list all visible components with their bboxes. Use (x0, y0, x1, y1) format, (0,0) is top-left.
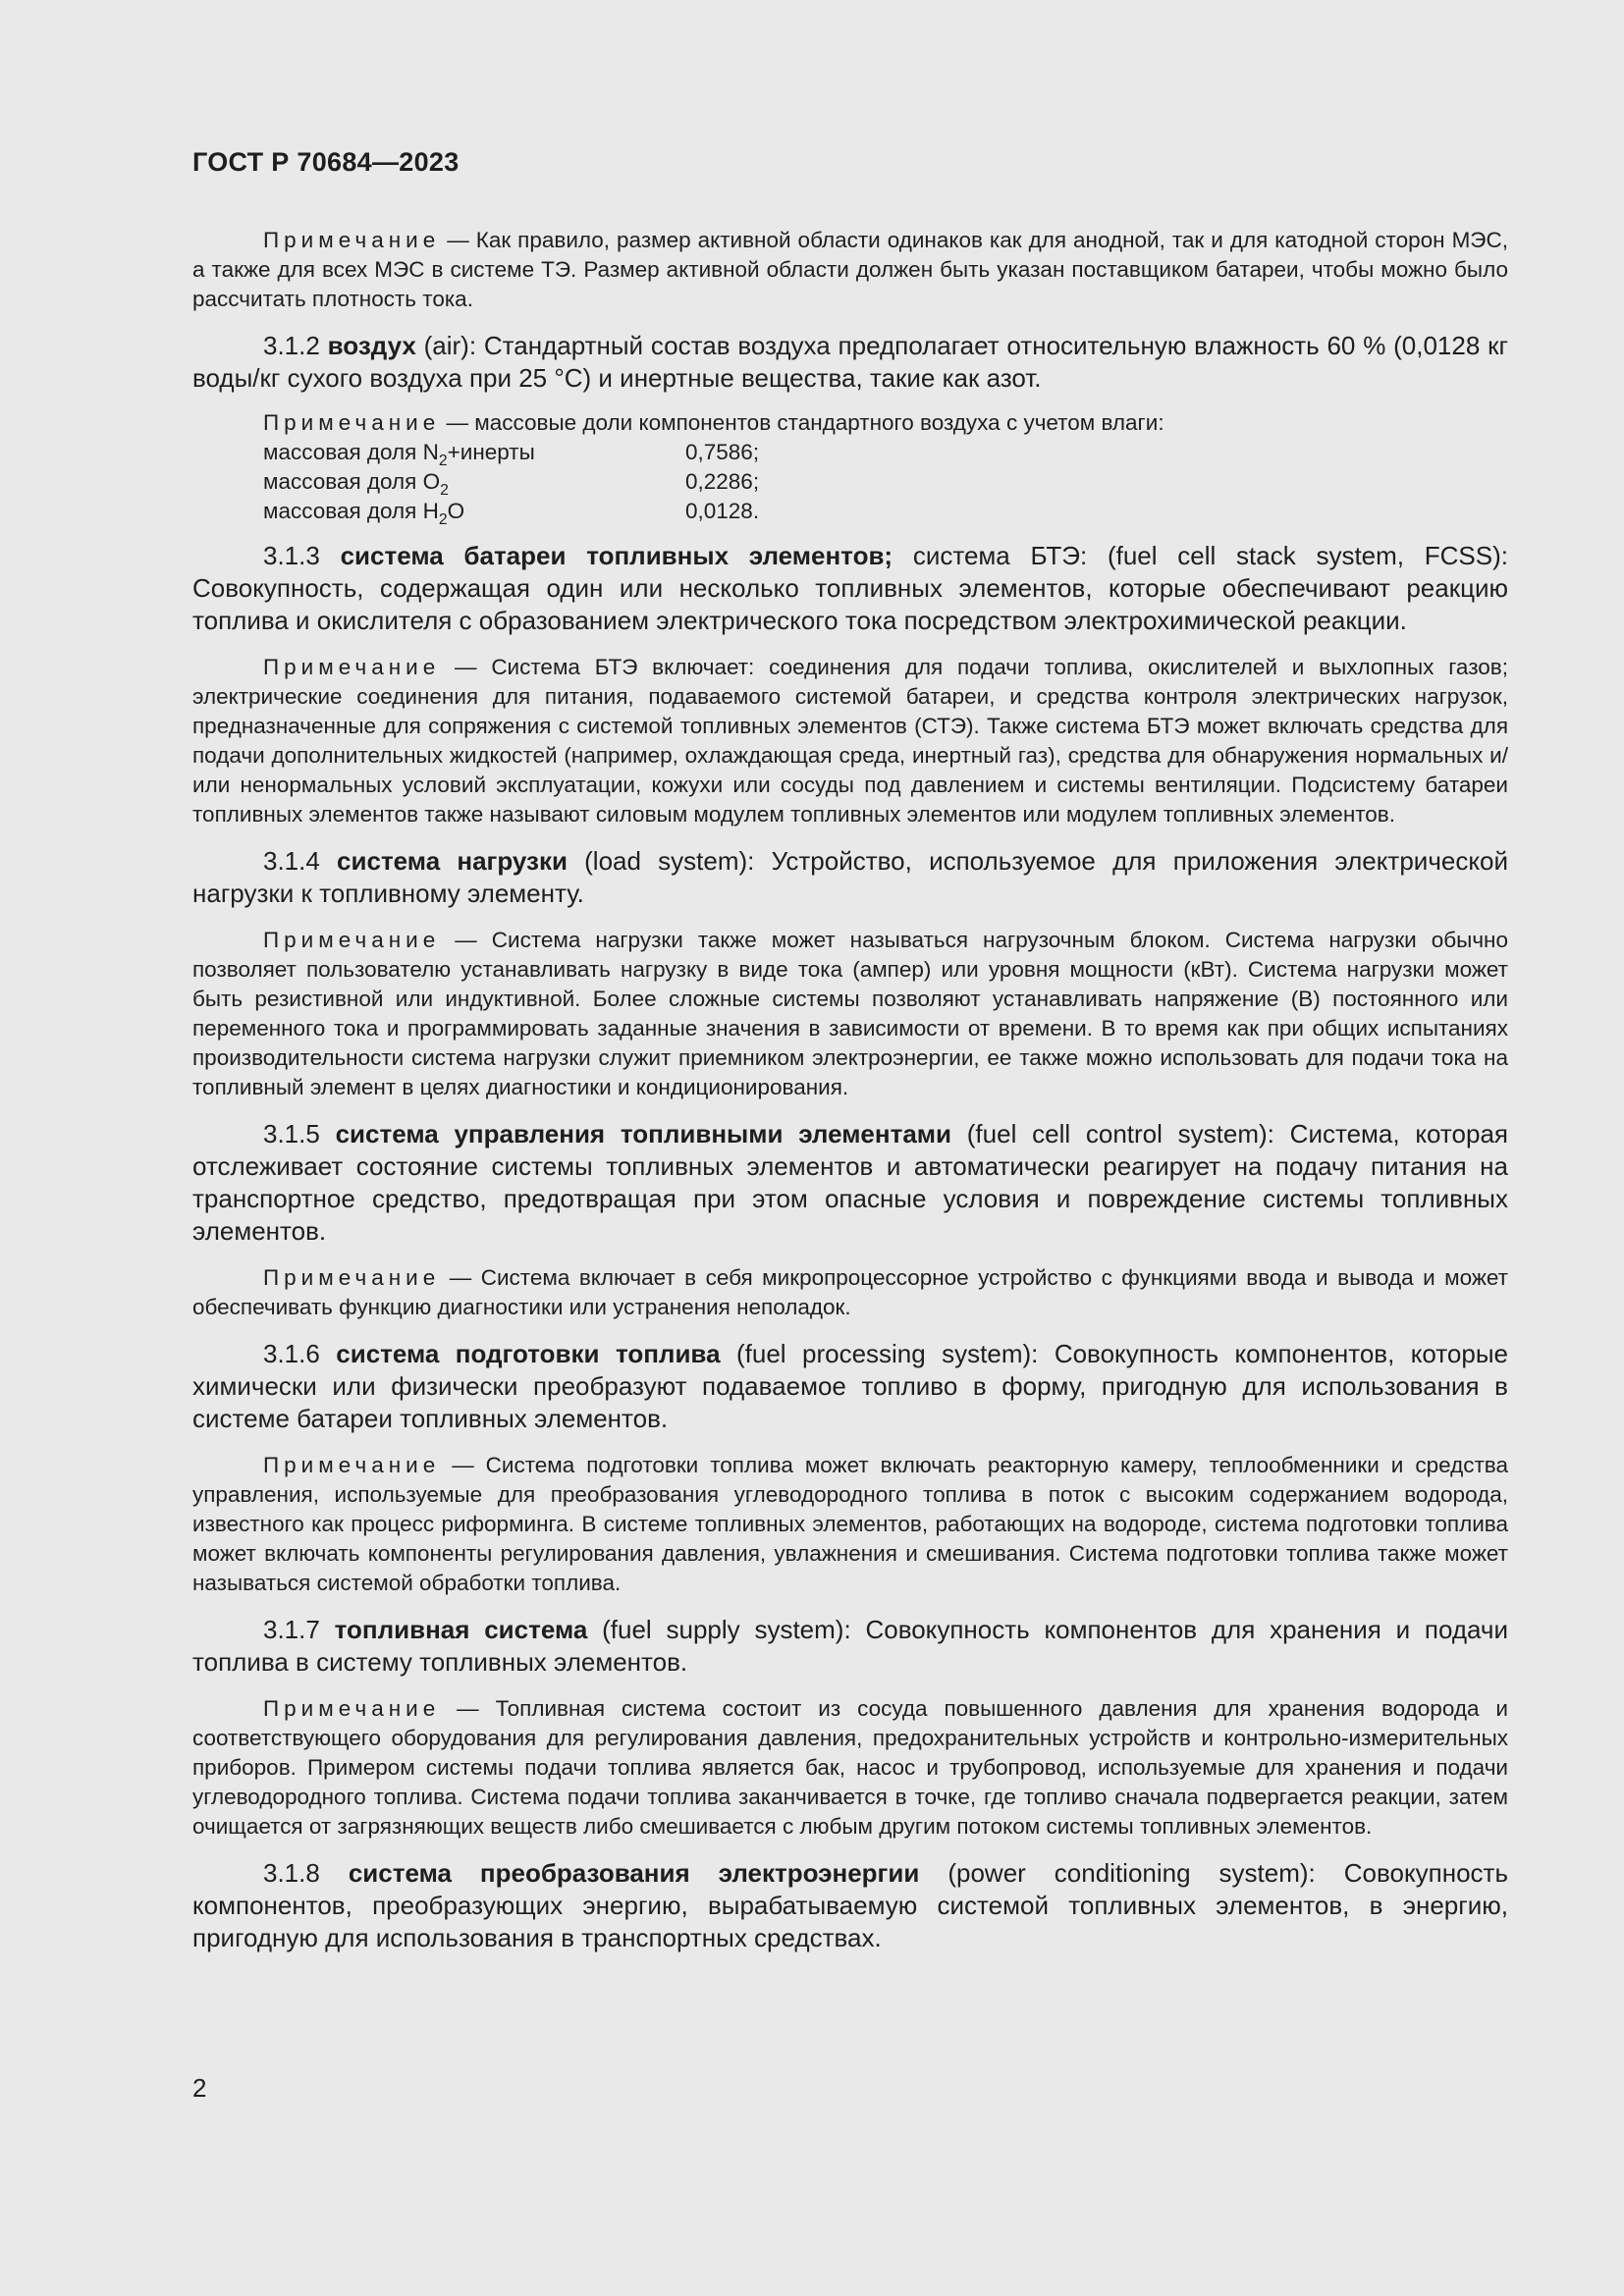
clause-number: 3.1.4 (263, 846, 320, 876)
label-text: массовая доля O (263, 469, 441, 494)
definition-3-1-6 (192, 1338, 1508, 1435)
mass-fraction-value: 0,0128. (685, 499, 760, 523)
note-dash: — (440, 1696, 496, 1721)
definition-text: (power conditioning system): Совокупность компонентов, преобразующих энергию, вырабатываемую системой топливных элементов, в энергию, пригодную для использования в транспортных средствах. (192, 1858, 1508, 1952)
mass-fraction-row (263, 438, 1508, 467)
term: система батареи топливных элементов; (340, 541, 893, 570)
note-paragraph (192, 1451, 1508, 1598)
mass-fraction-row (263, 467, 1508, 497)
mass-fraction-row (263, 497, 1508, 526)
definition-text: система БТЭ: (fuel cell stack system, FCSS): Совокупность, содержащая один или несколько топливных элементов, которые обеспечивают реакцию топлива и окислителя с образованием электрического тока посредством электрохимической реакции. (192, 541, 1508, 635)
definition-3-1-8 (192, 1857, 1508, 1954)
note-dash: — (440, 928, 492, 952)
mass-fraction-label (263, 467, 685, 497)
subscript: 2 (440, 482, 449, 499)
note-paragraph (192, 1694, 1508, 1842)
mass-fraction-value: 0,2286; (685, 469, 760, 494)
term: топливная система (334, 1615, 588, 1644)
mass-fraction-label (263, 497, 685, 526)
clause-number: 3.1.2 (263, 331, 320, 360)
note-dash: — (440, 1453, 486, 1477)
definition-3-1-3 (192, 540, 1508, 637)
note-text: Система нагрузки также может называться нагрузочным блоком. Система нагрузки обычно позволяет пользователю устанавливать нагрузку в виде тока (ампер) или уровня мощности (кВт). Система нагрузки может быть резистивной или индуктивной. Более сложные системы позволяют устанавливать напряжение (В) постоянного или переменного тока и программировать заданные значения в зависимости от времени. В то время как при общих испытаниях производительности система нагрузки служит приемником электроэнергии, ее также можно использовать для подачи тока на топливный элемент в целях диагностики и кондиционирования. (192, 928, 1508, 1099)
definition-text: (load system): Устройство, используемое для приложения электрической нагрузки к топливному элементу. (192, 846, 1508, 908)
note-text: Система БТЭ включает: соединения для подачи топлива, окислителей и выхлопных газов; электрические соединения для питания, подаваемого системой батареи, и средства контроля электрических нагрузок, предназначенные для сопряжения с системой топливных элементов (СТЭ). Также система БТЭ может включать средства для подачи дополнительных жидкостей (например, охлаждающая среда, инертный газ), средства для обнаружения нормальных и/или ненормальных условий эксплуатации, кожухи или сосуды под давлением и системы вентиляции. Подсистему батареи топливных элементов также называют силовым модулем топливных элементов или модулем топливных элементов. (192, 655, 1508, 827)
note-text: массовые доли компонентов стандартного воздуха с учетом влаги: (474, 410, 1164, 435)
note-text: Как правило, размер активной области одинаков как для анодной, так и для катодной сторон МЭС, а также для всех МЭС в системе ТЭ. Размер активной области должен быть указан поставщиком батареи, чтобы можно было рассчитать плотность тока. (192, 228, 1508, 311)
term: система управления топливными элементами (335, 1119, 952, 1148)
clause-number: 3.1.6 (263, 1339, 320, 1368)
clause-number: 3.1.7 (263, 1615, 320, 1644)
note-paragraph (192, 653, 1508, 829)
note-paragraph (192, 226, 1508, 314)
term: система нагрузки (337, 846, 568, 876)
mass-fraction-value: 0,7586; (685, 440, 760, 464)
mass-fraction-list (263, 438, 1508, 526)
note-label: Примечание (263, 1453, 441, 1477)
clause-number: 3.1.3 (263, 541, 320, 570)
note-text: Система включает в себя микропроцессорное устройство с функциями ввода и вывода и может обеспечивать функцию диагностики или устранения неполадок. (192, 1265, 1508, 1319)
definition-text: (fuel processing system): Совокупность компонентов, которые химически или физически преобразуют подаваемое топливо в форму, пригодную для использования в системе батареи топливных элементов. (192, 1339, 1508, 1433)
page-number: 2 (192, 2073, 207, 2103)
note-paragraph (192, 408, 1508, 438)
document-header: ГОСТ Р 70684—2023 (192, 147, 460, 177)
note-label: Примечание (263, 928, 441, 952)
note-dash: — (440, 410, 475, 435)
term: система преобразования электроэнергии (348, 1858, 920, 1888)
note-paragraph (192, 1263, 1508, 1322)
definition-3-1-5 (192, 1118, 1508, 1248)
note-label: Примечание (263, 1696, 441, 1721)
term: воздух (327, 331, 416, 360)
label-text: массовая доля N (263, 440, 439, 464)
term: система подготовки топлива (336, 1339, 721, 1368)
definition-text: (fuel cell control system): Система, которая отслеживает состояние системы топливных элементов и автоматически реагирует на подачу питания на транспортное средство, предотвращая при этом опасные условия и повреждение системы топливных элементов. (192, 1119, 1508, 1246)
note-label: Примечание (263, 1265, 441, 1290)
definition-3-1-4 (192, 845, 1508, 910)
note-text: Система подготовки топлива может включать реакторную камеру, теплообменники и средства управления, используемые для преобразования углеводородного топлива в поток с высоким содержанием водорода, известного как процесс риформинга. В системе топливных элементов, работающих на водороде, система подготовки топлива может включать компоненты регулирования давления, увлажнения и смешивания. Система подготовки топлива также может называться системой обработки топлива. (192, 1453, 1508, 1595)
clause-number: 3.1.8 (263, 1858, 320, 1888)
note-dash: — (440, 655, 492, 679)
note-text: Топливная система состоит из сосуда повышенного давления для хранения водорода и соответствующего оборудования для регулирования давления, предохранительных устройств и контрольно-измерительных приборов. Примером системы подачи топлива является бак, насос и трубопровод, используемые для хранения и подачи углеводородного топлива. Система подачи топлива заканчивается в точке, где топливо сначала подвергается реакции, затем очищается от загрязняющих веществ либо смешивается с любым другим потоком системы топливных элементов. (192, 1696, 1508, 1839)
definition-3-1-7 (192, 1614, 1508, 1679)
note-paragraph (192, 926, 1508, 1102)
definition-text: (fuel supply system): Совокупность компонентов для хранения и подачи топлива в систему топливных элементов. (192, 1615, 1508, 1677)
note-dash: — (440, 228, 476, 252)
definition-3-1-2 (192, 330, 1508, 395)
note-label: Примечание (263, 410, 441, 435)
document-body (192, 216, 1508, 1954)
label-text: O (447, 499, 465, 523)
label-text: +инерты (447, 440, 535, 464)
subscript: 2 (438, 511, 448, 528)
note-dash: — (440, 1265, 481, 1290)
note-label: Примечание (263, 228, 441, 252)
clause-number: 3.1.5 (263, 1119, 320, 1148)
note-label: Примечание (263, 655, 441, 679)
subscript: 2 (438, 453, 448, 469)
definition-text: (air): Стандартный состав воздуха предполагает относительную влажность 60 % (0,0128 кг воды/кг сухого воздуха при 25 °С) и инертные вещества, такие как азот. (192, 331, 1508, 393)
mass-fraction-label (263, 438, 685, 467)
label-text: массовая доля H (263, 499, 439, 523)
